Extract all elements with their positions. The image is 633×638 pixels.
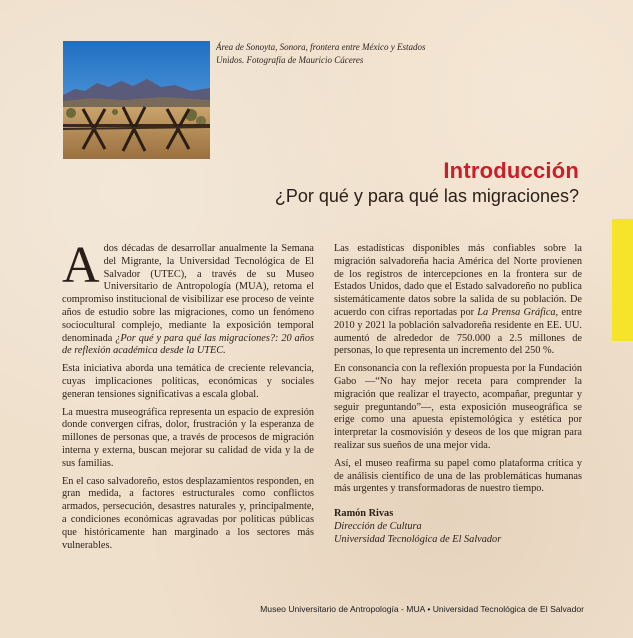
drop-cap: A bbox=[62, 237, 100, 294]
paragraph: Esta iniciativa aborda una temática de creciente relevancia, cuyas implicaciones políticas, económicas y sociales generan tensiones significativas a escala global. bbox=[62, 363, 314, 400]
border-photo bbox=[63, 41, 210, 159]
paragraph: En el caso salvadoreño, estos desplazamientos responden, en gran medida, a factores estructurales como conflictos armados, persecución, desastres naturales y, principalmente, a condiciones económicas agravadas por políticas públicas que históricamente han marginado a los sectores más vulnerables. bbox=[62, 475, 314, 551]
page-subtitle: ¿Por qué y para qué las migraciones? bbox=[274, 186, 579, 206]
paragraph: Así, el museo reafirma su papel como plataforma crítica y de análisis científico de una de las problemáticas humanas más urgentes y transformadoras de nuestro tiempo. bbox=[334, 457, 582, 495]
signature-institution: Universidad Tecnológica de El Salvador bbox=[334, 533, 502, 545]
page-title: Introducción bbox=[443, 158, 579, 183]
exhibition-title: ¿Por qué y para qué las migraciones?: 20 años de reflexión académica desde la UTEC. bbox=[62, 332, 314, 357]
signature-block bbox=[334, 508, 582, 546]
paragraph-text: dos décadas de desarrollar anualmente la Semana del Migrante, la Universidad Tecnológica de El Salvador (UTEC), a través de su Museo Universitario de Antropología (MUA), retoma el compromiso institucional de visibilizar ese proceso de veinte años de estudio sobre las migraciones, como un fenómeno sociocultural complejo, mediante la exposición temporal denominada bbox=[62, 243, 314, 344]
paragraph: En consonancia con la reflexión propuesta por la Fundación Gabo —“No hay mejor receta para comprender la migración que realizar el trayecto, acompañar, preguntar y seguir preguntando”—, esta exposición museográfica se erige como una apuesta epistemológica y estética por interpretar la cosmovisión y deseos de los que migran para realizar sus sueños de una mejor vida. bbox=[334, 363, 582, 451]
left-column bbox=[62, 237, 314, 557]
paragraph-text: Las estadísticas disponibles más confiables sobre la migración salvadoreña hacia América del Norte provienen de los registros de intercepciones en la frontera sur de Estados Unidos, dado que el Estado salvadoreño no publica sistemáticamente datos sobre la salida de su población. De acuerdo con cifras reportadas por bbox=[334, 243, 582, 318]
photo-caption: Área de Sonoyta, Sonora, frontera entre México y Estados Unidos. Fotografía de Mauricio Cáceres bbox=[216, 42, 426, 65]
accent-bar bbox=[612, 219, 633, 341]
paragraph bbox=[334, 243, 582, 358]
paragraph bbox=[62, 237, 314, 358]
right-column bbox=[334, 243, 582, 547]
border-landscape-image bbox=[63, 41, 210, 159]
signature-role: Dirección de Cultura bbox=[334, 520, 422, 532]
paragraph: La muestra museográfica representa un espacio de expresión donde convergen cifras, dolor, frustración y la esperanza de millones de personas que, a través de procesos de migración interna y externa, buscan mejorar su calidad de vida y la de sus familias. bbox=[62, 406, 314, 469]
signature-name: Ramón Rivas bbox=[334, 508, 394, 520]
newspaper-name: La Prensa Gráfica bbox=[477, 306, 556, 318]
page-footer: Museo Universitario de Antropología - MUA • Universidad Tecnológica de El Salvador bbox=[260, 604, 584, 614]
paragraph-text: , entre 2010 y 2021 la población salvadoreña residente en EE. UU. aumentó de alrededor de 750.000 a 2.5 millones de personas, lo que representa un incremento del 250 %. bbox=[334, 306, 582, 357]
